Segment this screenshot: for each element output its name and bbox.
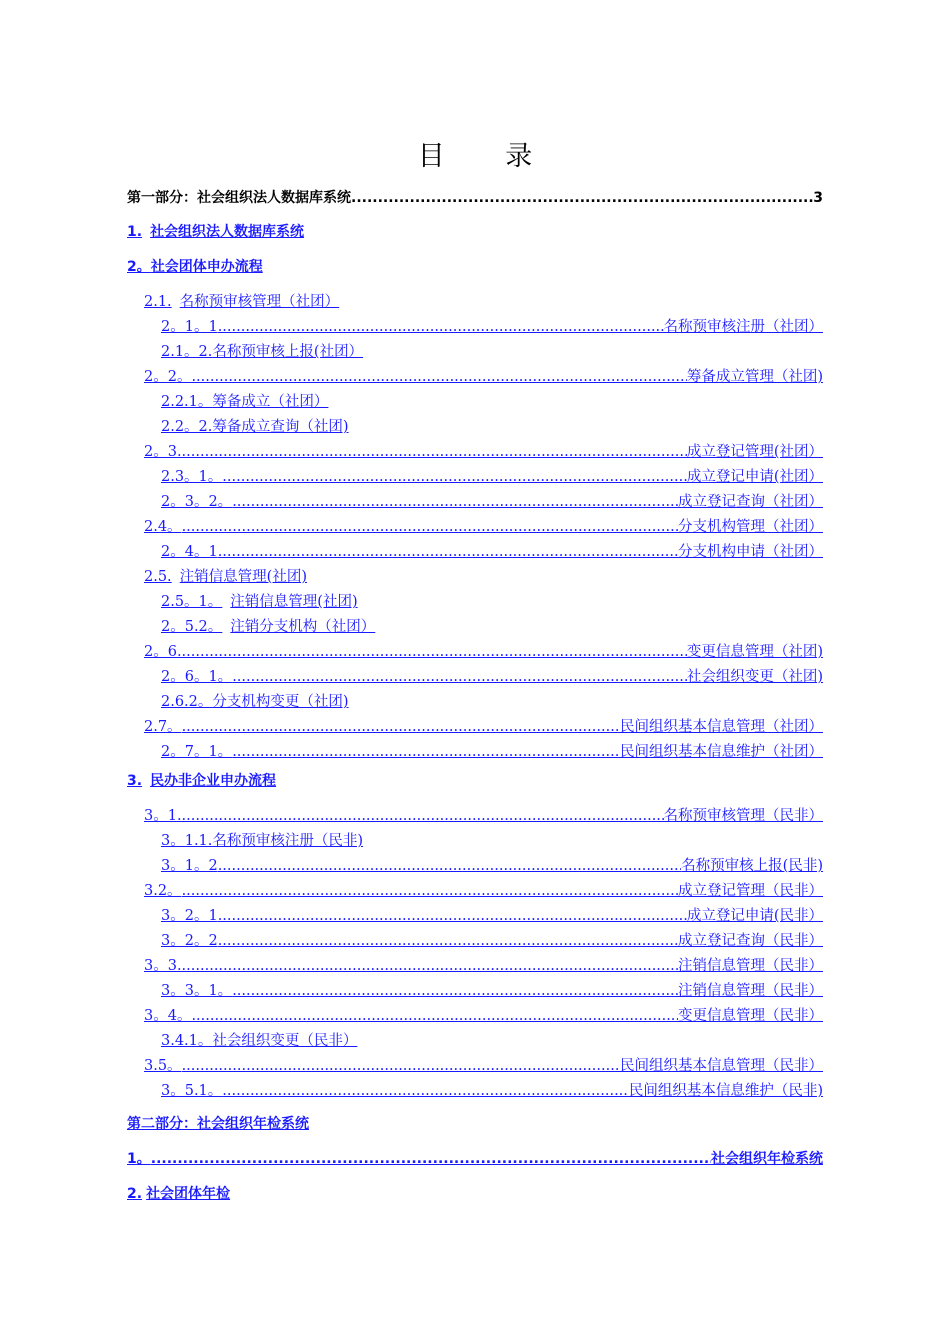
toc-text: 成立登记管理（民非） [678, 883, 823, 899]
toc-leader [222, 1079, 629, 1104]
toc-text: 名称预审核管理（社团） [179, 294, 340, 310]
toc-num: 2.2.1。 [161, 394, 213, 410]
toc-num: 2.1。2. [161, 344, 213, 360]
toc-leader [218, 929, 678, 954]
toc-text: 民间组织基本信息管理（民非） [620, 1058, 823, 1074]
toc-num: 3.2。 [144, 883, 182, 899]
toc-leader [182, 715, 620, 740]
toc-entry-3-1-1[interactable] [127, 829, 823, 854]
toc-leader [232, 979, 678, 1004]
toc-text: 分支机构管理（社团） [678, 519, 823, 535]
toc-entry-2-7[interactable] [127, 715, 823, 740]
toc-leader [177, 640, 687, 665]
toc-num: 2。 [127, 259, 151, 275]
toc-num: 2。5.2。 [161, 619, 223, 635]
toc-heading-2[interactable] [127, 255, 823, 280]
toc-num: 3。5.1。 [161, 1083, 223, 1099]
toc-entry-2-6[interactable] [127, 640, 823, 665]
toc-entry-3-1[interactable] [127, 804, 823, 829]
toc-text: 社会团体年检 [146, 1186, 231, 1202]
toc-text: 筹备成立（社团） [212, 394, 329, 410]
toc-entry-2-5-1[interactable] [127, 590, 823, 615]
toc-page-number: 3 [813, 190, 823, 206]
toc-text: 名称预审核上报(民非) [681, 858, 823, 874]
toc-leader [222, 465, 687, 490]
toc-num: 2.7。 [144, 719, 182, 735]
toc-text: 变更信息管理（民非） [678, 1008, 823, 1024]
toc-text: 筹备成立查询（社团) [212, 419, 349, 435]
toc-text: 社会组织年检系统 [711, 1151, 823, 1167]
page-title: 目 录 [417, 141, 559, 172]
toc-text: 民间组织基本信息维护（民非) [628, 1083, 823, 1099]
toc-text: 社会组织变更（社团) [686, 669, 823, 685]
toc-entry-2-4-1[interactable] [127, 540, 823, 565]
toc-num: 3。1。2 [161, 858, 218, 874]
toc-leader [177, 954, 678, 979]
toc-num: 1. [127, 224, 143, 240]
toc-leader [177, 440, 687, 465]
toc-text: 民间组织基本信息管理（社团） [620, 719, 823, 735]
toc-leader [177, 804, 664, 829]
toc-num: 3。3 [144, 958, 177, 974]
toc-num: 2。6 [144, 644, 177, 660]
toc-num: 2。6。1。 [161, 669, 233, 685]
toc-entry-3-5[interactable] [127, 1054, 823, 1079]
toc-entry-3-1-2[interactable] [127, 854, 823, 879]
toc-num: 2。3 [144, 444, 177, 460]
toc-leader [351, 186, 813, 211]
toc-leader [218, 315, 664, 340]
toc-num: 3。4。 [144, 1008, 192, 1024]
toc-entry-2-6-1[interactable] [127, 665, 823, 690]
toc-leader [182, 515, 678, 540]
toc-entry-3-2[interactable] [127, 879, 823, 904]
toc-entry-2-2[interactable] [127, 365, 823, 390]
toc-text: 名称预审核注册（社团） [663, 319, 823, 335]
toc-text: 分支机构申请（社团） [678, 544, 823, 560]
toc-text: 注销信息管理（民非） [678, 958, 823, 974]
toc-num: 2。2。 [144, 369, 192, 385]
toc-entry-3-5-1[interactable] [127, 1079, 823, 1104]
toc-heading-1[interactable] [127, 220, 823, 245]
toc-num: 3.4.1。 [161, 1033, 213, 1049]
toc-part-label: 第二部分：社会组织年检系统 [127, 1116, 309, 1132]
toc-leader [232, 740, 620, 765]
toc-text: 社会组织变更（民非） [212, 1033, 358, 1049]
toc-part-label: 第一部分：社会组织法人数据库系统 [127, 190, 351, 206]
toc-leader [218, 904, 687, 929]
toc-text: 筹备成立管理（社团) [686, 369, 823, 385]
toc-text: 注销分支机构（社团） [230, 619, 376, 635]
toc-part2-heading-2[interactable] [127, 1182, 823, 1207]
toc-num: 2.4。 [144, 519, 182, 535]
toc-num: 2.1. [144, 294, 172, 310]
toc-entry-2-1-1[interactable] [127, 315, 823, 340]
toc-entry-3-2-2[interactable] [127, 929, 823, 954]
toc-text: 名称预审核注册（民非) [212, 833, 364, 849]
toc-leader [232, 665, 687, 690]
toc-entry-2-1-2[interactable] [127, 340, 823, 365]
toc-text: 成立登记申请(社团） [686, 469, 823, 485]
toc-num: 2.6.2。 [161, 694, 213, 710]
toc-entry-2-1[interactable] [127, 290, 823, 315]
toc-entry-2-5-2[interactable] [127, 615, 823, 640]
toc-entry-3-3-1[interactable] [127, 979, 823, 1004]
toc-text: 成立登记查询（民非） [678, 933, 823, 949]
toc-leader [218, 854, 681, 879]
toc-entry-2-3-2[interactable] [127, 490, 823, 515]
toc-text: 注销信息管理(社团) [230, 594, 358, 610]
toc-part-one[interactable] [127, 186, 823, 211]
toc-num: 3。3。1。 [161, 983, 233, 999]
toc-part-two[interactable] [127, 1112, 823, 1137]
toc-num: 3。2。1 [161, 908, 218, 924]
toc-entry-3-2-1[interactable] [127, 904, 823, 929]
toc-entry-2-2-1[interactable] [127, 390, 823, 415]
toc-num: 3。2。2 [161, 933, 218, 949]
toc-leader [182, 879, 678, 904]
toc-text: 成立登记查询（社团） [678, 494, 823, 510]
toc-text: 变更信息管理（社团) [686, 644, 823, 660]
toc-num: 2. [127, 1186, 143, 1202]
toc-text: 注销信息管理(社团) [179, 569, 307, 585]
toc-entry-2-5[interactable] [127, 565, 823, 590]
toc-text: 民办非企业申办流程 [150, 773, 277, 789]
toc-num: 2.5。1。 [161, 594, 223, 610]
toc-entry-3-3[interactable] [127, 954, 823, 979]
toc-text: 民间组织基本信息维护（社团） [620, 744, 823, 760]
table-of-contents [127, 186, 823, 1217]
toc-entry-2-2-2[interactable] [127, 415, 823, 440]
toc-entry-2-6-2[interactable] [127, 690, 823, 715]
toc-leader [191, 365, 686, 390]
toc-leader [218, 540, 678, 565]
toc-text: 社会团体申办流程 [150, 259, 263, 275]
toc-leader [182, 1054, 620, 1079]
toc-entry-2-3-1[interactable] [127, 465, 823, 490]
toc-leader [151, 1147, 711, 1172]
toc-num: 2。1。1 [161, 319, 218, 335]
toc-num: 3。1 [144, 808, 177, 824]
toc-num: 3.5。 [144, 1058, 182, 1074]
toc-entry-3-4-1[interactable] [127, 1029, 823, 1054]
toc-num: 2。4。1 [161, 544, 218, 560]
toc-num: 1。 [127, 1151, 151, 1167]
toc-text: 成立登记申请(民非） [686, 908, 823, 924]
toc-text: 成立登记管理(社团） [686, 444, 823, 460]
toc-leader [232, 490, 678, 515]
toc-heading-3[interactable] [127, 769, 823, 794]
toc-num: 3. [127, 773, 143, 789]
toc-leader [191, 1004, 678, 1029]
toc-entry-2-7-1[interactable] [127, 740, 823, 765]
toc-text: 名称预审核管理（民非） [663, 808, 823, 824]
toc-num: 2.3。1。 [161, 469, 223, 485]
toc-text: 注销信息管理（民非） [678, 983, 823, 999]
toc-text: 名称预审核上报(社团） [212, 344, 364, 360]
toc-entry-2-4[interactable] [127, 515, 823, 540]
toc-num: 2.2。2. [161, 419, 213, 435]
toc-num: 2。7。1。 [161, 744, 233, 760]
toc-num: 2.5. [144, 569, 172, 585]
toc-text: 社会组织法人数据库系统 [150, 224, 305, 240]
toc-entry-3-4[interactable] [127, 1004, 823, 1029]
toc-part2-heading-1[interactable] [127, 1147, 823, 1172]
toc-num: 3。1.1. [161, 833, 213, 849]
toc-num: 2。3。2。 [161, 494, 233, 510]
toc-entry-2-3[interactable] [127, 440, 823, 465]
toc-text: 分支机构变更（社团) [212, 694, 349, 710]
